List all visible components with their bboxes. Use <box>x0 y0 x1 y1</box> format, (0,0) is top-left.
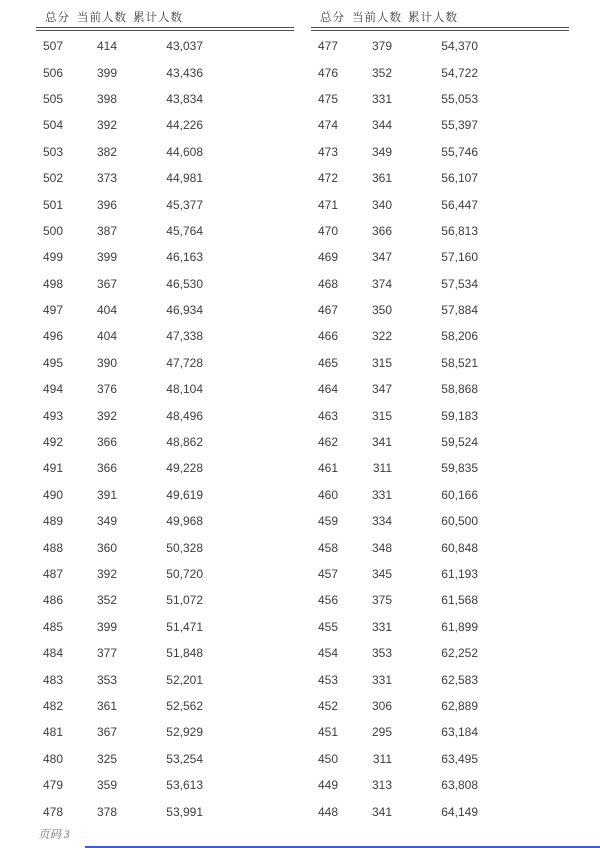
score-cell: 504 <box>42 118 63 133</box>
current-count-cell: 396 <box>96 197 117 212</box>
cumulative-count-cell: 46,934 <box>166 303 203 318</box>
current-count-cell: 353 <box>96 672 117 687</box>
current-count-cell: 377 <box>96 646 117 661</box>
score-cell: 497 <box>42 303 63 318</box>
cumulative-count-cell: 58,206 <box>441 329 478 344</box>
current-count-cell: 391 <box>96 487 117 502</box>
table-row <box>311 587 569 613</box>
page-number-label: 页码 3 <box>38 829 70 841</box>
score-cell: 464 <box>317 382 338 397</box>
cumulative-count-cell: 46,530 <box>166 276 203 291</box>
current-count-cell: 392 <box>96 567 117 581</box>
current-count-cell: 347 <box>371 382 392 397</box>
current-count-cell: 367 <box>96 725 117 740</box>
current-count-cell: 322 <box>371 329 392 344</box>
cumulative-count-cell: 57,534 <box>441 276 478 291</box>
current-count-cell: 359 <box>96 778 117 793</box>
cumulative-count-cell: 52,929 <box>166 725 203 740</box>
cumulative-count-cell: 58,868 <box>441 382 478 397</box>
table-row <box>311 534 569 560</box>
table-body-right <box>311 31 569 825</box>
score-cell: 451 <box>317 725 338 740</box>
table-row <box>36 798 294 824</box>
table-row <box>311 508 569 534</box>
current-count-cell: 306 <box>371 698 392 713</box>
cumulative-count-cell: 61,568 <box>441 593 478 608</box>
table-row <box>36 165 294 191</box>
current-count-cell: 367 <box>96 276 117 291</box>
table-row <box>36 772 294 798</box>
table-row <box>36 508 294 534</box>
score-cell: 469 <box>317 250 338 265</box>
cumulative-count-cell: 44,981 <box>166 171 203 186</box>
cumulative-count-cell: 63,184 <box>441 725 478 740</box>
score-cell: 453 <box>317 672 338 687</box>
current-count-cell: 331 <box>371 91 392 106</box>
score-cell: 498 <box>42 276 63 291</box>
current-count-cell: 311 <box>372 751 392 766</box>
current-count-cell: 348 <box>371 540 392 555</box>
cumulative-count-cell: 61,193 <box>441 567 478 581</box>
current-count-cell: 404 <box>96 329 117 344</box>
score-cell: 461 <box>317 461 338 476</box>
current-count-cell: 325 <box>96 751 117 766</box>
score-cell: 456 <box>317 593 338 608</box>
score-cell: 448 <box>317 804 338 819</box>
table-row <box>36 614 294 640</box>
table-row <box>311 640 569 666</box>
current-count-cell: 414 <box>96 39 117 54</box>
score-cell: 470 <box>317 223 338 238</box>
cumulative-count-cell: 55,746 <box>441 144 478 159</box>
current-count-cell: 344 <box>371 118 392 133</box>
table-row <box>311 376 569 402</box>
score-cell: 452 <box>317 698 338 713</box>
table-row <box>36 112 294 138</box>
cumulative-count-cell: 58,521 <box>441 355 478 370</box>
current-count-cell: 376 <box>96 382 117 397</box>
cumulative-count-cell: 63,495 <box>441 751 478 766</box>
cumulative-count-cell: 48,496 <box>166 408 203 423</box>
table-row <box>311 297 569 323</box>
score-cell: 505 <box>42 91 63 106</box>
current-count-cell: 399 <box>96 619 117 634</box>
score-cell: 496 <box>42 329 63 344</box>
score-cell: 495 <box>42 355 63 370</box>
current-count-cell: 399 <box>96 65 117 80</box>
score-cell: 484 <box>42 646 63 661</box>
cumulative-count-cell: 48,862 <box>166 435 203 450</box>
table-row <box>311 666 569 692</box>
table-row <box>311 86 569 112</box>
table-row <box>36 376 294 402</box>
table-row <box>311 719 569 745</box>
score-cell: 466 <box>317 329 338 344</box>
score-cell: 459 <box>317 514 338 529</box>
score-cell: 488 <box>42 540 63 555</box>
table-row <box>311 482 569 508</box>
cumulative-count-cell: 47,728 <box>166 355 203 370</box>
cumulative-count-cell: 62,252 <box>441 646 478 661</box>
cumulative-count-cell: 43,834 <box>166 91 203 106</box>
current-count-cell: 331 <box>371 672 392 687</box>
current-count-cell: 350 <box>371 303 392 318</box>
score-cell: 472 <box>317 171 338 186</box>
table-header-row <box>311 6 569 27</box>
cumulative-count-cell: 57,884 <box>441 303 478 318</box>
score-cell: 485 <box>42 619 63 634</box>
score-cell: 468 <box>317 276 338 291</box>
cumulative-count-cell: 63,808 <box>441 778 478 793</box>
current-count-cell: 341 <box>371 804 392 819</box>
score-cell: 473 <box>317 144 338 159</box>
score-cell: 467 <box>317 303 338 318</box>
table-row <box>311 33 569 59</box>
score-cell: 465 <box>317 355 338 370</box>
table-header-row <box>36 6 294 27</box>
current-count-cell: 379 <box>371 39 392 54</box>
current-count-cell: 349 <box>96 514 117 529</box>
score-table-left <box>36 6 294 825</box>
table-row <box>311 350 569 376</box>
cumulative-count-cell: 59,183 <box>441 408 478 423</box>
cumulative-count-cell: 60,500 <box>441 514 478 529</box>
current-count-cell: 374 <box>371 276 392 291</box>
table-row <box>36 218 294 244</box>
score-cell: 475 <box>317 91 338 106</box>
score-cell: 474 <box>317 118 338 133</box>
current-count-cell: 382 <box>96 144 117 159</box>
current-count-cell: 378 <box>96 804 117 819</box>
table-row <box>36 297 294 323</box>
score-cell: 458 <box>317 540 338 555</box>
header-cumulative-count: 累计人数 <box>408 12 458 24</box>
table-row <box>36 666 294 692</box>
cumulative-count-cell: 45,764 <box>166 223 203 238</box>
score-cell: 493 <box>42 408 63 423</box>
cumulative-count-cell: 56,107 <box>441 171 478 186</box>
table-row <box>36 323 294 349</box>
score-cell: 480 <box>42 751 63 766</box>
current-count-cell: 352 <box>371 65 392 80</box>
cumulative-count-cell: 59,524 <box>441 435 478 450</box>
cumulative-count-cell: 60,848 <box>441 540 478 555</box>
table-row <box>36 640 294 666</box>
score-cell: 489 <box>42 514 63 529</box>
current-count-cell: 366 <box>96 461 117 476</box>
current-count-cell: 340 <box>371 197 392 212</box>
current-count-cell: 311 <box>372 461 392 476</box>
cumulative-count-cell: 47,338 <box>166 329 203 344</box>
cumulative-count-cell: 49,228 <box>166 461 203 476</box>
current-count-cell: 390 <box>96 355 117 370</box>
cumulative-count-cell: 60,166 <box>441 487 478 502</box>
current-count-cell: 341 <box>371 435 392 450</box>
current-count-cell: 349 <box>371 144 392 159</box>
current-count-cell: 352 <box>96 593 117 608</box>
score-cell: 476 <box>317 65 338 80</box>
header-current-count: 当前人数 <box>352 12 402 24</box>
score-cell: 486 <box>42 593 63 608</box>
table-row <box>36 350 294 376</box>
cumulative-count-cell: 44,608 <box>166 144 203 159</box>
score-cell: 457 <box>317 567 338 581</box>
score-table-right <box>311 6 569 825</box>
cumulative-count-cell: 49,619 <box>166 487 203 502</box>
header-cumulative-count: 累计人数 <box>133 12 183 24</box>
cumulative-count-cell: 48,104 <box>166 382 203 397</box>
header-total-score: 总分 <box>45 12 70 24</box>
score-cell: 481 <box>42 725 63 740</box>
table-row <box>311 798 569 824</box>
score-cell: 502 <box>42 171 63 186</box>
score-cell: 487 <box>42 567 63 581</box>
table-row <box>311 112 569 138</box>
current-count-cell: 366 <box>371 223 392 238</box>
table-row <box>311 191 569 217</box>
score-cell: 494 <box>42 382 63 397</box>
table-row <box>311 614 569 640</box>
table-row <box>311 139 569 165</box>
cumulative-count-cell: 46,163 <box>166 250 203 265</box>
score-cell: 463 <box>317 408 338 423</box>
score-cell: 499 <box>42 250 63 265</box>
score-cell: 449 <box>317 778 338 793</box>
table-row <box>36 139 294 165</box>
table-body-left <box>36 31 294 825</box>
table-row <box>311 455 569 481</box>
cumulative-count-cell: 52,562 <box>166 698 203 713</box>
score-cell: 479 <box>42 778 63 793</box>
current-count-cell: 361 <box>96 698 117 713</box>
score-cell: 454 <box>317 646 338 661</box>
cumulative-count-cell: 56,447 <box>441 197 478 212</box>
score-cell: 450 <box>317 751 338 766</box>
score-cell: 507 <box>42 39 63 54</box>
current-count-cell: 366 <box>96 435 117 450</box>
table-row <box>311 693 569 719</box>
table-row <box>36 59 294 85</box>
table-row <box>36 746 294 772</box>
current-count-cell: 347 <box>371 250 392 265</box>
table-row <box>311 244 569 270</box>
score-cell: 491 <box>42 461 63 476</box>
current-count-cell: 331 <box>371 619 392 634</box>
current-count-cell: 404 <box>96 303 117 318</box>
cumulative-count-cell: 54,370 <box>441 39 478 54</box>
current-count-cell: 313 <box>371 778 392 793</box>
score-cell: 503 <box>42 144 63 159</box>
table-row <box>311 561 569 587</box>
current-count-cell: 373 <box>96 171 117 186</box>
current-count-cell: 345 <box>371 567 392 581</box>
table-row <box>311 271 569 297</box>
table-row <box>36 561 294 587</box>
table-row <box>311 429 569 455</box>
table-row <box>36 271 294 297</box>
table-row <box>311 165 569 191</box>
cumulative-count-cell: 53,254 <box>166 751 203 766</box>
header-total-score: 总分 <box>320 12 345 24</box>
cumulative-count-cell: 54,722 <box>441 65 478 80</box>
table-row <box>36 587 294 613</box>
current-count-cell: 334 <box>371 514 392 529</box>
cumulative-count-cell: 53,613 <box>166 778 203 793</box>
score-cell: 478 <box>42 804 63 819</box>
cumulative-count-cell: 55,397 <box>441 118 478 133</box>
score-cell: 455 <box>317 619 338 634</box>
cumulative-count-cell: 50,328 <box>166 540 203 555</box>
score-cell: 471 <box>317 197 338 212</box>
current-count-cell: 295 <box>371 725 392 740</box>
table-row <box>36 33 294 59</box>
cumulative-count-cell: 43,037 <box>166 39 203 54</box>
table-row <box>36 191 294 217</box>
current-count-cell: 392 <box>96 118 117 133</box>
table-row <box>311 772 569 798</box>
table-row <box>311 218 569 244</box>
current-count-cell: 387 <box>96 223 117 238</box>
table-row <box>311 323 569 349</box>
cumulative-count-cell: 44,226 <box>166 118 203 133</box>
current-count-cell: 375 <box>371 593 392 608</box>
cumulative-count-cell: 52,201 <box>166 672 203 687</box>
score-cell: 490 <box>42 487 63 502</box>
table-row <box>36 693 294 719</box>
table-row <box>36 402 294 428</box>
current-count-cell: 399 <box>96 250 117 265</box>
current-count-cell: 353 <box>371 646 392 661</box>
score-cell: 483 <box>42 672 63 687</box>
table-row <box>36 534 294 560</box>
table-row <box>36 455 294 481</box>
cumulative-count-cell: 61,899 <box>441 619 478 634</box>
cumulative-count-cell: 53,991 <box>166 804 203 819</box>
score-cell: 482 <box>42 698 63 713</box>
cumulative-count-cell: 51,848 <box>166 646 203 661</box>
cumulative-count-cell: 50,720 <box>166 567 203 581</box>
score-cell: 500 <box>42 223 63 238</box>
table-row <box>36 244 294 270</box>
table-row <box>36 482 294 508</box>
current-count-cell: 331 <box>371 487 392 502</box>
score-cell: 477 <box>317 39 338 54</box>
table-row <box>311 59 569 85</box>
current-count-cell: 398 <box>96 91 117 106</box>
current-count-cell: 360 <box>96 540 117 555</box>
cumulative-count-cell: 56,813 <box>441 223 478 238</box>
cumulative-count-cell: 45,377 <box>166 197 203 212</box>
current-count-cell: 315 <box>371 408 392 423</box>
table-row <box>36 429 294 455</box>
cumulative-count-cell: 62,583 <box>441 672 478 687</box>
table-row <box>311 746 569 772</box>
table-row <box>36 719 294 745</box>
current-count-cell: 392 <box>96 408 117 423</box>
score-cell: 492 <box>42 435 63 450</box>
table-row <box>311 402 569 428</box>
cumulative-count-cell: 55,053 <box>441 91 478 106</box>
cumulative-count-cell: 43,436 <box>166 65 203 80</box>
score-cell: 501 <box>42 197 63 212</box>
cumulative-count-cell: 64,149 <box>441 804 478 819</box>
score-cell: 506 <box>42 65 63 80</box>
header-current-count: 当前人数 <box>77 12 127 24</box>
cumulative-count-cell: 51,471 <box>166 619 203 634</box>
score-cell: 462 <box>317 435 338 450</box>
cumulative-count-cell: 51,072 <box>166 593 203 608</box>
cumulative-count-cell: 57,160 <box>441 250 478 265</box>
current-count-cell: 315 <box>371 355 392 370</box>
current-count-cell: 361 <box>371 171 392 186</box>
score-cell: 460 <box>317 487 338 502</box>
cumulative-count-cell: 59,835 <box>441 461 478 476</box>
cumulative-count-cell: 49,968 <box>166 514 203 529</box>
table-row <box>36 86 294 112</box>
cumulative-count-cell: 62,889 <box>441 698 478 713</box>
